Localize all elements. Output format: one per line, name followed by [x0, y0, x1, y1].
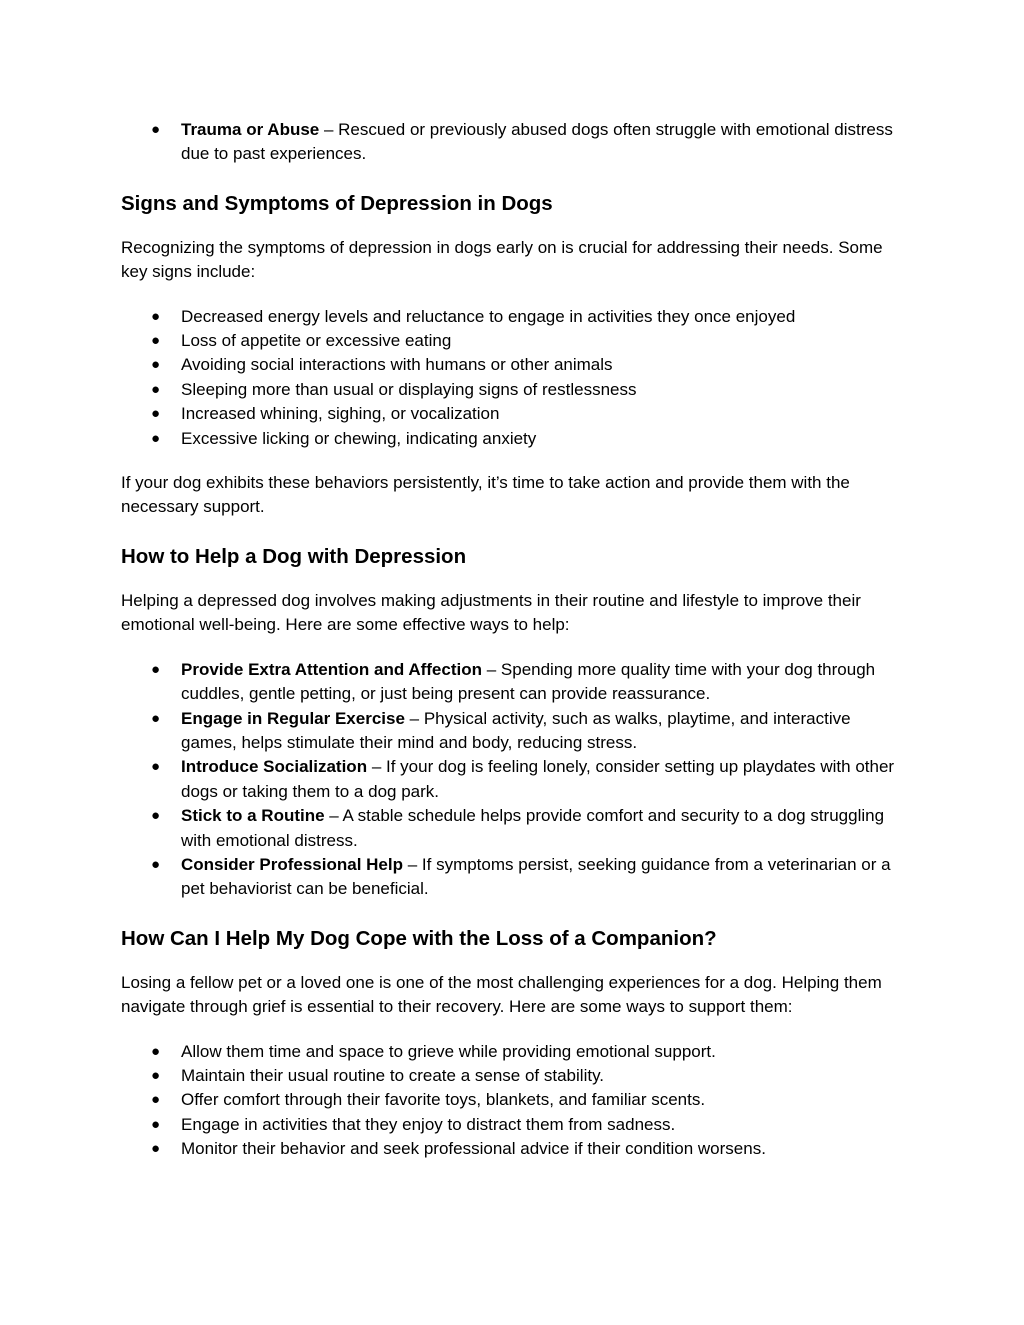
list-item-text: – If symptoms persist, seeking guidance from a veterinarian or a pet behaviorist can be beneficial.	[181, 854, 891, 899]
bullet-icon: ●	[151, 121, 161, 138]
help-bullet-list	[121, 658, 911, 902]
list-item	[121, 353, 911, 377]
list-item-text: Offer comfort through their favorite toys, blankets, and familiar scents.	[181, 1090, 706, 1110]
list-item-text: Excessive licking or chewing, indicating anxiety	[181, 428, 537, 448]
bullet-icon: ●	[151, 709, 161, 727]
section-heading: How to Help a Dog with Depression	[121, 544, 467, 568]
list-item-term: Consider Professional Help	[181, 854, 403, 874]
bullet-icon: ●	[151, 1115, 161, 1133]
list-item-term: Provide Extra Attention and Affection	[181, 659, 482, 679]
bullet-icon: ●	[151, 380, 161, 398]
section-intro-paragraph: Recognizing the symptoms of depression in dogs early on is crucial for addressing their needs. Some key signs include:	[121, 237, 883, 282]
bullet-icon: ●	[151, 660, 161, 678]
list-item	[121, 305, 911, 329]
bullet-icon: ●	[151, 1140, 161, 1158]
list-item	[121, 1088, 911, 1112]
list-item-term: Trauma or Abuse	[181, 120, 320, 139]
bullet-icon: ●	[151, 1091, 161, 1109]
list-item	[121, 427, 911, 451]
list-item	[121, 329, 911, 353]
bullet-icon: ●	[151, 758, 161, 776]
list-item	[121, 1137, 911, 1161]
list-item	[121, 1064, 911, 1088]
list-item-text: Monitor their behavior and seek professional advice if their condition worsens.	[181, 1139, 766, 1159]
bullet-icon: ●	[151, 429, 161, 447]
section-intro-paragraph: Helping a depressed dog involves making adjustments in their routine and lifestyle to improve their emotional well-being. Here are some effective ways to help:	[121, 590, 861, 635]
section-intro-paragraph: Losing a fellow pet or a loved one is one of the most challenging experiences for a dog. Helping them navigate through grief is essential to their recovery. Here are some ways to support them:	[121, 972, 882, 1017]
bullet-icon: ●	[151, 307, 161, 325]
list-item-text: – A stable schedule helps provide comfort and security to a dog struggling with emotional distress.	[181, 806, 885, 850]
loss-support-bullet-list	[121, 1040, 911, 1162]
list-item-text: Decreased energy levels and reluctance to engage in activities they once enjoyed	[181, 306, 796, 326]
list-item	[121, 402, 911, 426]
list-item-term: Introduce Socialization	[181, 757, 368, 777]
list-item-text: – Physical activity, such as walks, playtime, and interactive games, helps stimulate their mind and body, reducing stress.	[181, 708, 851, 752]
list-item	[121, 707, 911, 756]
list-item-text: Maintain their usual routine to create a sense of stability.	[181, 1065, 605, 1085]
list-item	[121, 755, 911, 804]
list-item	[121, 658, 911, 707]
list-item-text: Allow them time and space to grieve while providing emotional support.	[181, 1041, 716, 1061]
section-heading: Signs and Symptoms of Depression in Dogs	[121, 191, 553, 215]
section-outro-paragraph: If your dog exhibits these behaviors persistently, it’s time to take action and provide them with the necessary support.	[121, 473, 850, 517]
list-item-text: Increased whining, sighing, or vocalization	[181, 404, 500, 424]
list-item-term: Stick to a Routine	[181, 806, 325, 826]
intro-bullet-list	[121, 118, 911, 167]
bullet-icon: ●	[151, 855, 161, 873]
bullet-icon: ●	[151, 405, 161, 423]
list-item-text: – Rescued or previously abused dogs often struggle with emotional distress due to past experiences.	[181, 120, 893, 164]
list-item	[121, 1113, 911, 1137]
bullet-icon: ●	[151, 332, 161, 350]
list-item-term: Engage in Regular Exercise	[181, 708, 405, 728]
section-heading: How Can I Help My Dog Cope with the Loss of a Companion?	[121, 926, 717, 950]
list-item	[121, 853, 911, 902]
list-item	[121, 1040, 911, 1064]
list-item-text: Avoiding social interactions with humans or other animals	[181, 355, 613, 375]
bullet-icon: ●	[151, 807, 161, 825]
list-item	[121, 804, 911, 853]
list-item	[121, 378, 911, 402]
symptoms-bullet-list	[121, 305, 911, 451]
list-item-text: – Spending more quality time with your dog through cuddles, gentle petting, or just being present can provide reassurance.	[181, 659, 876, 704]
bullet-icon: ●	[151, 356, 161, 374]
list-item-text: Engage in activities that they enjoy to distract them from sadness.	[181, 1114, 676, 1134]
list-item-text: – If your dog is feeling lonely, consider setting up playdates with other dogs or taking them to a dog park.	[181, 757, 895, 801]
bullet-icon: ●	[151, 1066, 161, 1084]
document-body	[121, 118, 911, 1162]
list-item-text: Loss of appetite or excessive eating	[181, 331, 452, 351]
list-item	[121, 118, 911, 167]
list-item-text: Sleeping more than usual or displaying signs of restlessness	[181, 379, 637, 399]
bullet-icon: ●	[151, 1042, 161, 1060]
